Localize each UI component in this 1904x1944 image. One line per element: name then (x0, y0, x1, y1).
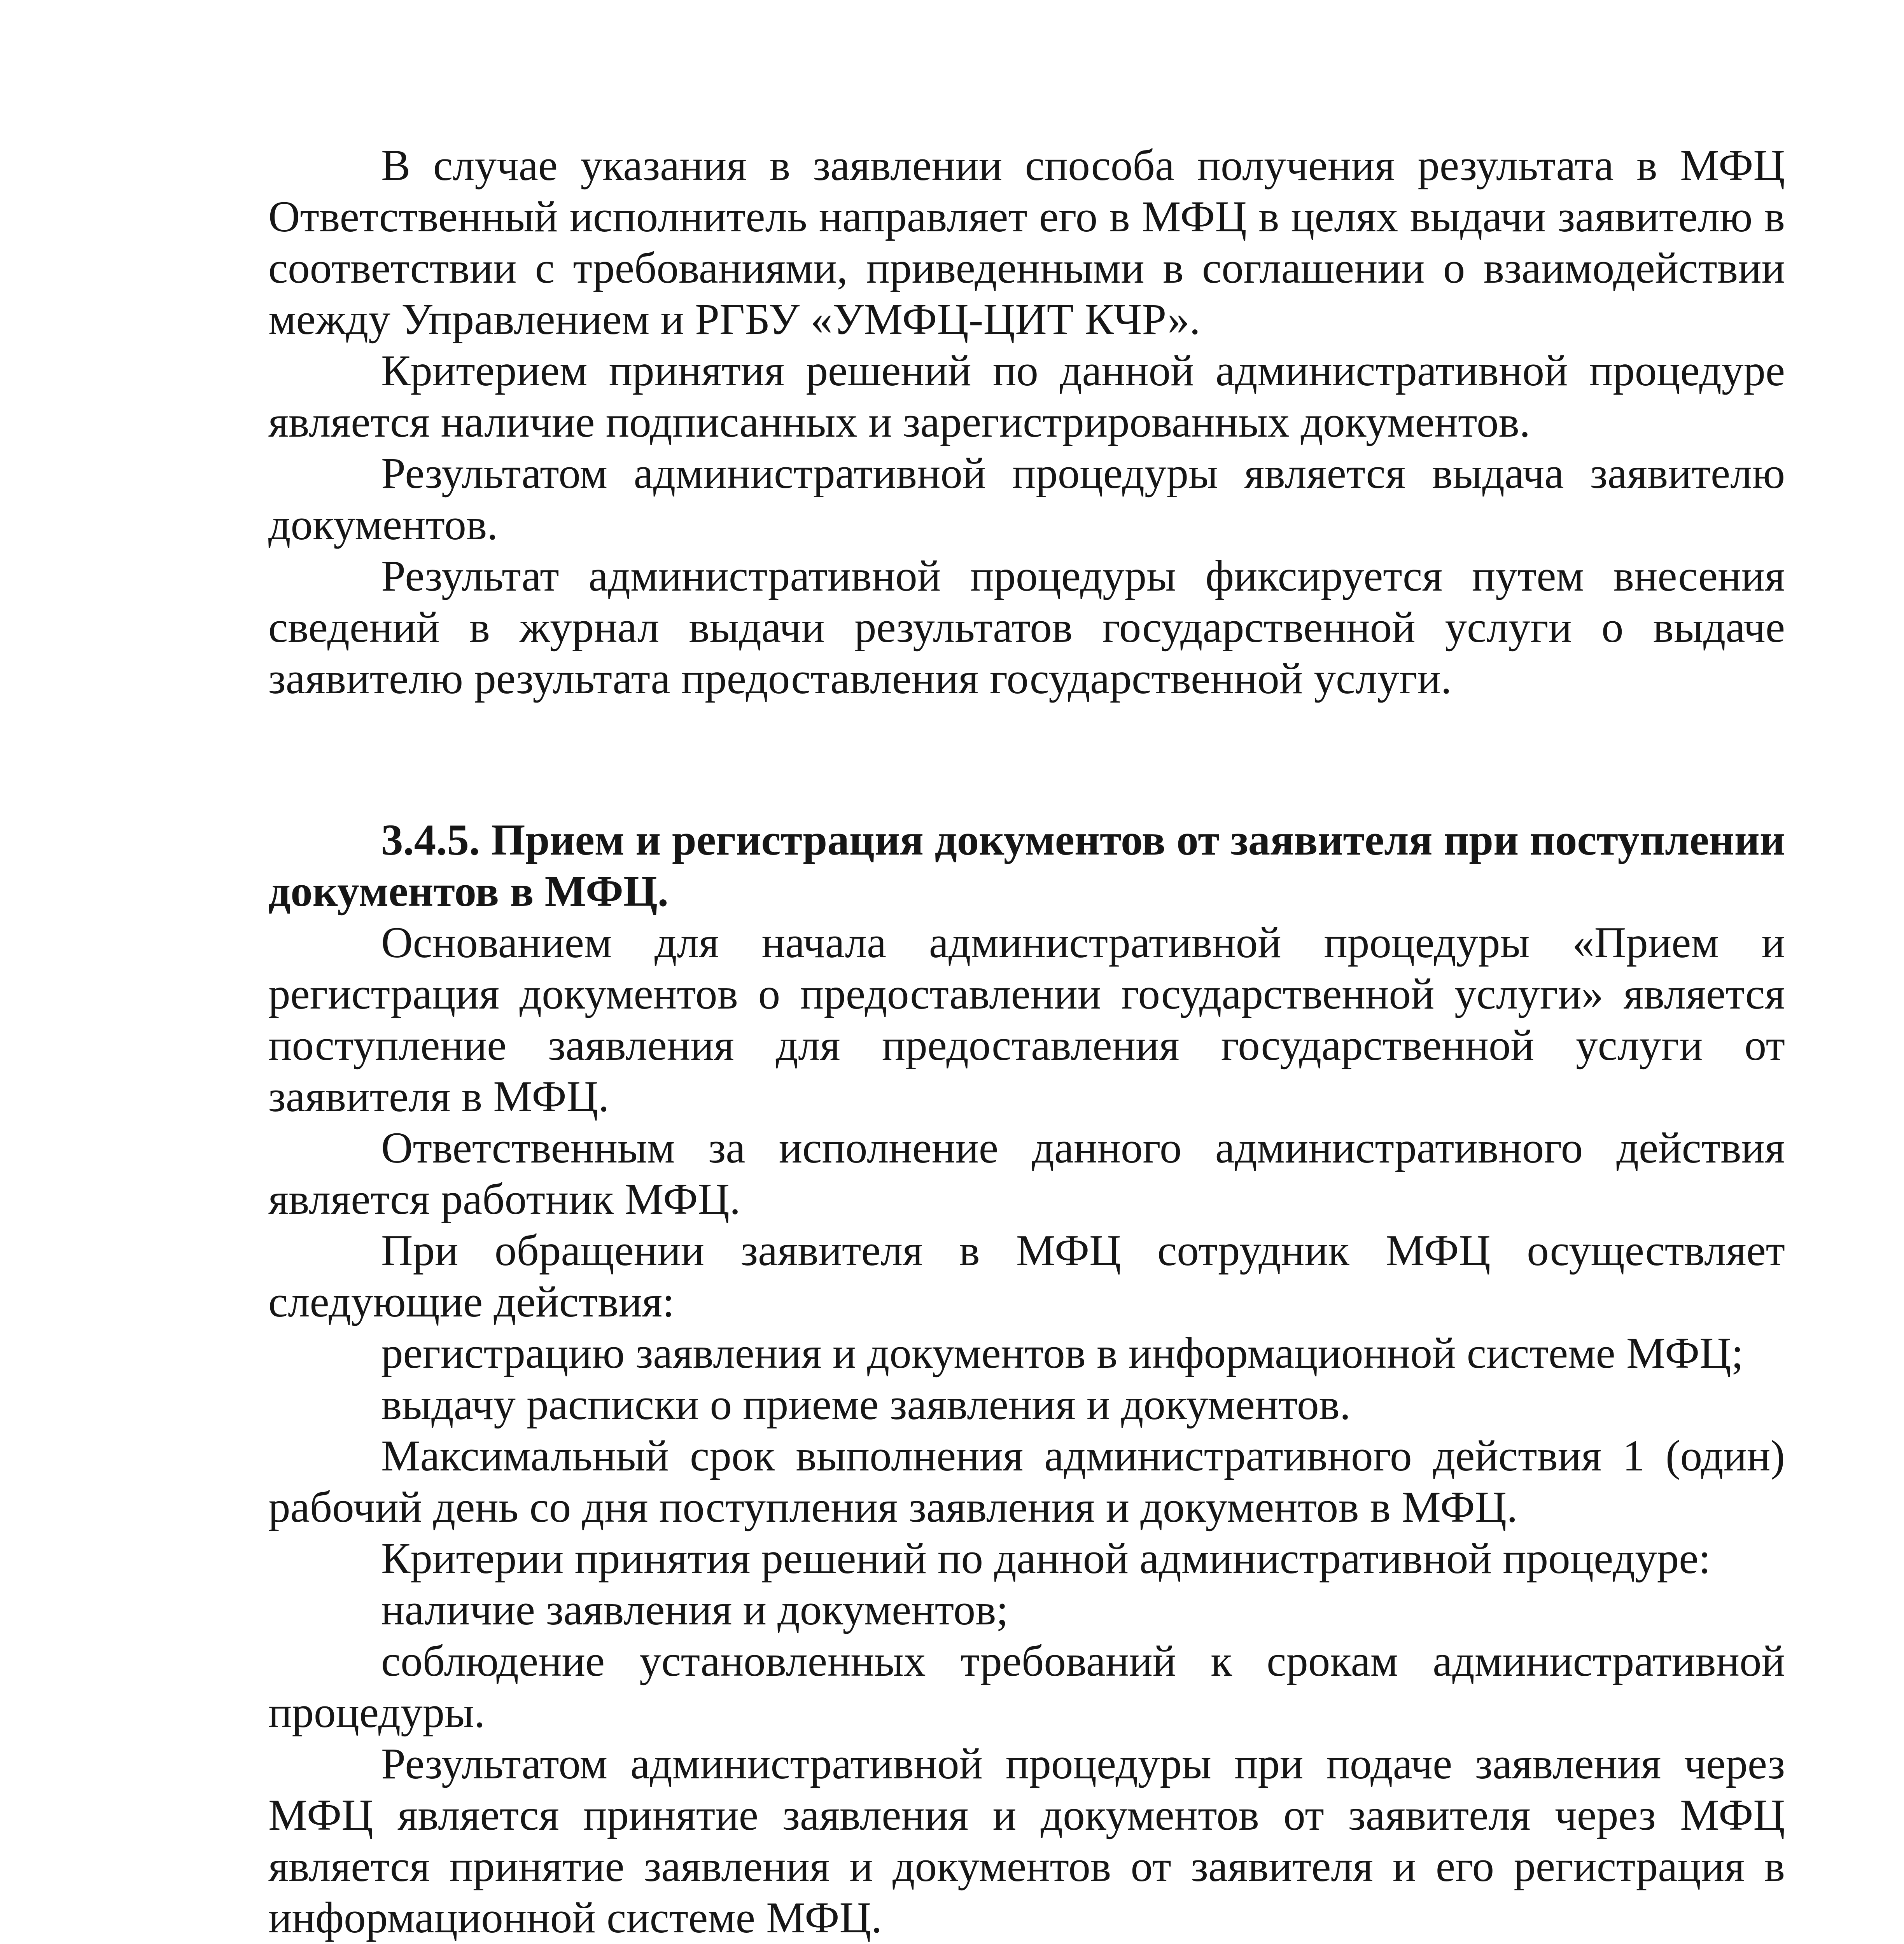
section-3-4-5-paragraph-6: Максимальный срок выполнения административного действия 1 (один) рабочий день со дня поступления заявления и документов в МФЦ. (268, 1432, 1785, 1531)
section-3-4-5-number: 3.4.5. (381, 816, 480, 864)
section-3-4-5-paragraph-5: выдачу расписки о приеме заявления и документов. (381, 1380, 1351, 1429)
section-3-4-5-heading (268, 815, 1785, 917)
section-3-4-5-paragraph-1: Основанием для начала административной процедуры «Прием и регистрация документов о предоставлении государственной услуги» является поступление заявления для предоставления государственной услуги от заявителя в МФЦ. (268, 918, 1785, 1121)
section-3-4-5 (268, 815, 1785, 1944)
section-3-4-5-paragraph-4: регистрацию заявления и документов в информационной системе МФЦ; (381, 1329, 1744, 1378)
section-3-4-5-paragraph-2: Ответственным за исполнение данного административного действия является работник МФЦ. (268, 1124, 1785, 1224)
section-3-4-5-paragraph-10: Результатом административной процедуры при подаче заявления через МФЦ является принятие заявления и документов от заявителя через МФЦ является принятие заявления и документов от заявителя и его регистрация в информационной системе МФЦ. (268, 1739, 1785, 1942)
section-3-4-5-paragraph-7: Критерии принятия решений по данной административной процедуре: (381, 1534, 1711, 1583)
section-3-4-5-paragraph-9: соблюдение установленных требований к срокам административной процедуры. (268, 1637, 1785, 1737)
intro-paragraph-4: Результат административной процедуры фиксируется путем внесения сведений в журнал выдачи результатов государственной услуги о выдаче заявителю результата предоставления государственной услуги. (268, 552, 1785, 703)
intro-paragraph-3: Результатом административной процедуры является выдача заявителю документов. (268, 449, 1785, 549)
intro-section (268, 140, 1785, 705)
section-3-4-5-paragraph-3: При обращении заявителя в МФЦ сотрудник МФЦ осуществляет следующие действия: (268, 1226, 1785, 1326)
intro-paragraph-1: В случае указания в заявлении способа получения результата в МФЦ Ответственный исполнитель направляет его в МФЦ в целях выдачи заявителю в соответствии с требованиями, приведенными в соглашении о взаимодействии между Управлением и РГБУ «УМФЦ-ЦИТ КЧР». (268, 141, 1785, 344)
section-3-4-5-paragraph-8: наличие заявления и документов; (381, 1586, 1008, 1634)
intro-paragraph-2: Критерием принятия решений по данной административной процедуре является наличие подписанных и зарегистрированных документов. (268, 346, 1785, 446)
section-3-4-5-title: Прием и регистрация документов от заявителя при поступлении документов в МФЦ. (268, 816, 1785, 916)
